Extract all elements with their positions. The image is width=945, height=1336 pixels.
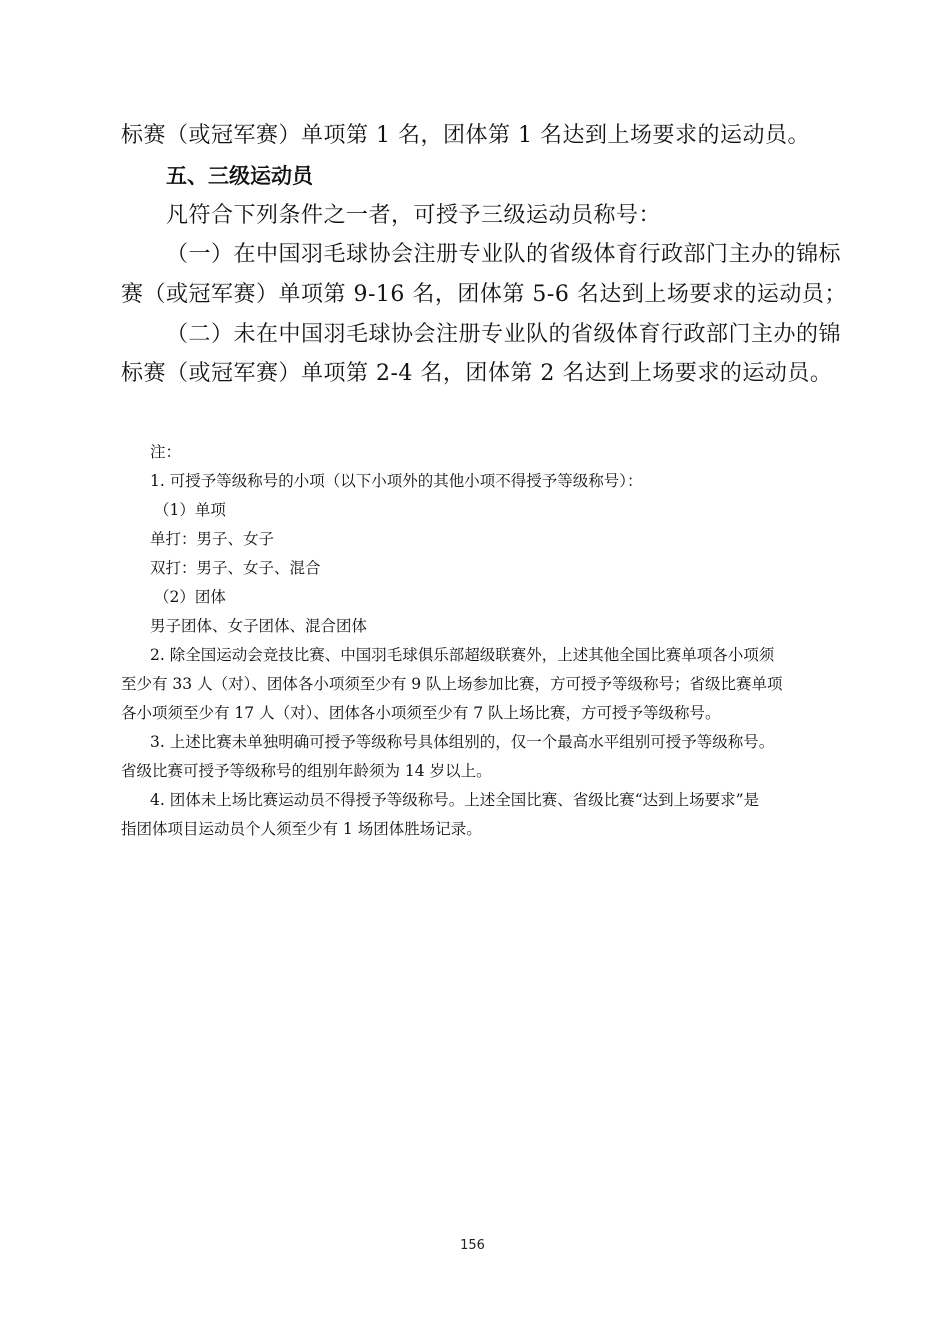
note-line: 4. 团体未上场比赛运动员不得授予等级称号。上述全国比赛、省级比赛“达到上场要求”是	[150, 791, 760, 809]
notes-title: 注：	[150, 443, 182, 461]
note-line: 1. 可授予等级称号的小项（以下小项外的其他小项不得授予等级称号）：	[150, 472, 643, 490]
note-line: 男子团体、女子团体、混合团体	[150, 617, 368, 635]
note-line: 省级比赛可授予等级称号的组别年龄须为 14 岁以上。	[121, 762, 492, 780]
note-line: （2）团体	[154, 588, 226, 606]
section-heading: 五、三级运动员	[166, 164, 313, 188]
note-line: 双打：男子、女子、混合	[150, 559, 321, 577]
body-line: 凡符合下列条件之一者，可授予三级运动员称号：	[166, 203, 662, 228]
body-line: 标赛（或冠军赛）单项第 2-4 名，团体第 2 名达到上场要求的运动员。	[121, 361, 833, 386]
note-line: 指团体项目运动员个人须至少有 1 场团体胜场记录。	[121, 820, 482, 838]
note-line: 3. 上述比赛未单独明确可授予等级称号具体组别的，仅一个最高水平组别可授予等级称号。	[150, 733, 775, 751]
body-line: （二）未在中国羽毛球协会注册专业队的省级体育行政部门主办的锦	[166, 322, 842, 347]
note-line: 各小项须至少有 17 人（对）、团体各小项须至少有 7 队上场比赛，方可授予等级称号。	[121, 704, 721, 722]
note-line: 2. 除全国运动会竞技比赛、中国羽毛球俱乐部超级联赛外，上述其他全国比赛单项各小项须	[150, 646, 775, 664]
body-line: 标赛（或冠军赛）单项第 1 名，团体第 1 名达到上场要求的运动员。	[121, 123, 810, 148]
note-line: 单打：男子、女子	[150, 530, 275, 548]
body-line: 赛（或冠军赛）单项第 9-16 名，团体第 5-6 名达到上场要求的运动员；	[121, 282, 847, 307]
note-line: 至少有 33 人（对）、团体各小项须至少有 9 队上场参加比赛，方可授予等级称号；省级比赛单项	[121, 675, 783, 693]
body-line: （一）在中国羽毛球协会注册专业队的省级体育行政部门主办的锦标	[166, 242, 842, 267]
note-line: （1）单项	[154, 501, 226, 519]
page-number: 156	[460, 1238, 485, 1253]
